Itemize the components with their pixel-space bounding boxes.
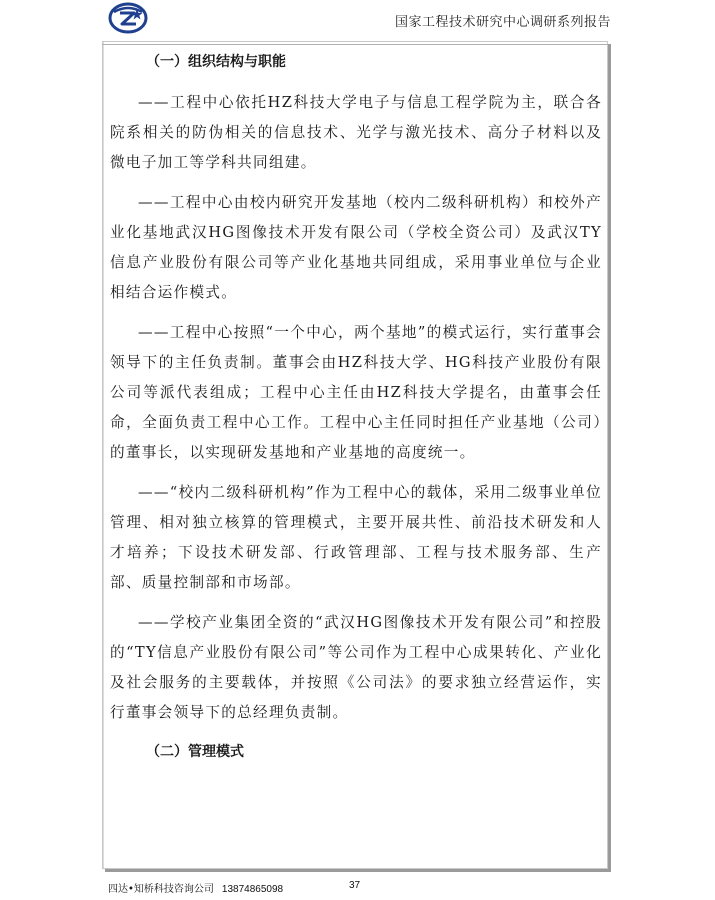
paragraph-4: ——“校内二级科研机构”作为工程中心的载体，采用二级事业单位管理、相对独立核算的管理模式，主要开展共性、前沿技术研发和人才培养；下设技术研发部、行政管理部、工程与技术服务部、生产部、质量控制部和市场部。 bbox=[110, 484, 602, 591]
company-logo bbox=[108, 2, 148, 34]
paragraph-2: ——工程中心由校内研究开发基地（校内二级科研机构）和校外产业化基地武汉HG图像技术开发有限公司（学校全资公司）及武汉TY信息产业股份有限公司等产业化基地共同组成，采用事业单位与企业相结合运作模式。 bbox=[110, 194, 602, 301]
page-footer bbox=[108, 880, 361, 895]
header-divider bbox=[102, 44, 608, 45]
document-body bbox=[110, 48, 602, 766]
paragraph-1: ——工程中心依托HZ科技大学电子与信息工程学院为主，联合各院系相关的防伪相关的信息技术、光学与激光技术、高分子材料以及微电子加工等学科共同组建。 bbox=[110, 94, 602, 171]
footer-phone: 13874865098 bbox=[221, 884, 284, 895]
section-heading-org-structure: （一）组织结构与职能 bbox=[146, 54, 286, 70]
page-number: 37 bbox=[349, 880, 361, 891]
section-heading-management-mode: （二）管理模式 bbox=[146, 744, 244, 760]
footer-company: 四达•知桥科技咨询公司 bbox=[108, 884, 214, 895]
paragraph-3: ——工程中心按照“一个中心，两个基地”的模式运行，实行董事会领导下的主任负责制。董事会由HZ科技大学、HG科技产业股份有限公司等派代表组成；工程中心主任由HZ科技大学提名，由董事会任命，全面负责工程中心工作。工程中心主任同时担任产业基地（公司）的董事长，以实现研发基地和产业基地的高度统一。 bbox=[110, 324, 602, 461]
paragraph-5: ——学校产业集团全资的“武汉HG图像技术开发有限公司”和控股的“TY信息产业股份有限公司”等公司作为工程中心成果转化、产业化及社会服务的主要载体，并按照《公司法》的要求独立经营运作，实行董事会领导下的总经理负责制。 bbox=[110, 614, 602, 721]
report-series-title: 国家工程技术研究中心调研系列报告 bbox=[394, 15, 611, 30]
